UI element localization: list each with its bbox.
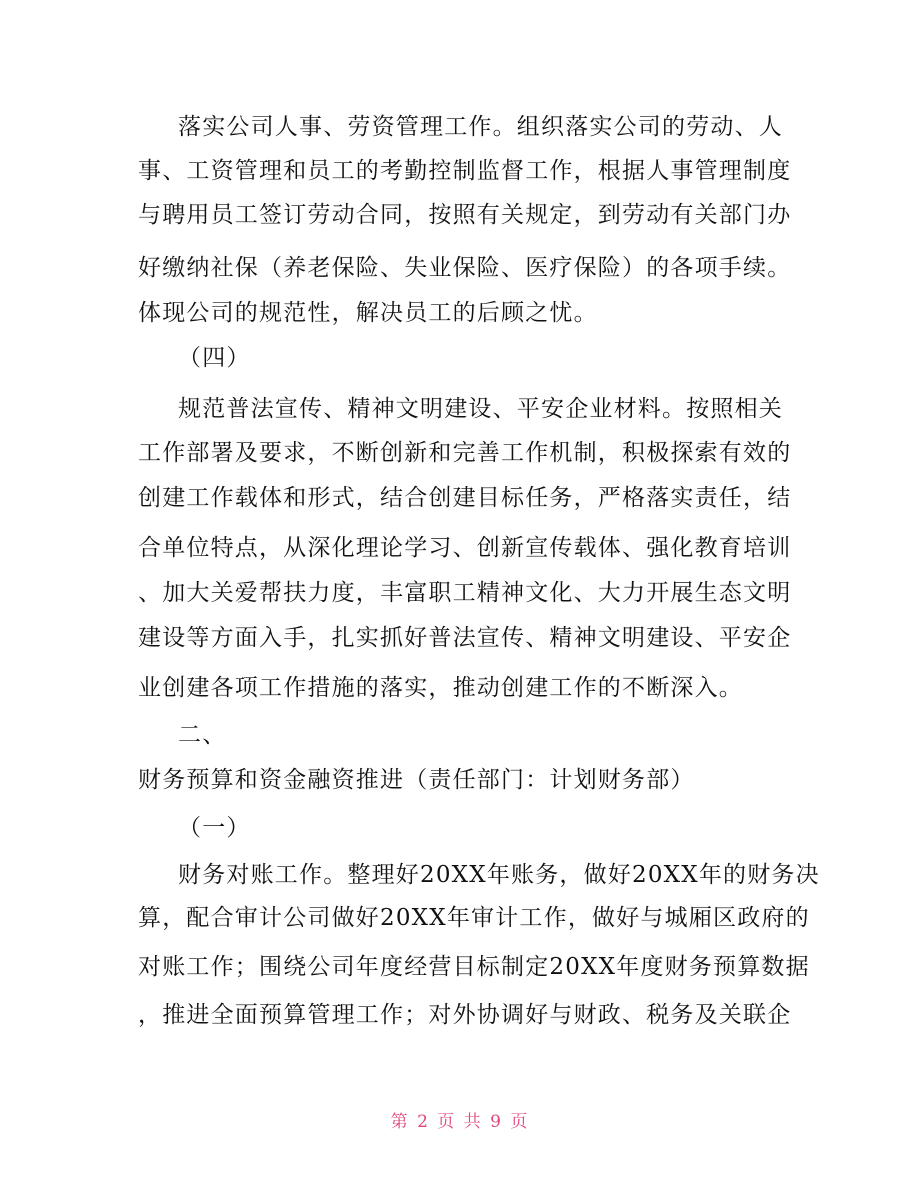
paragraph-line: 事、工资管理和员工的考勤控制监督工作，根据人事管理制度 (138, 158, 792, 184)
page-number-footer: 第 2 页 共 9 页 (390, 1112, 530, 1132)
paragraph-line: 体现公司的规范性，解决员工的后顾之忧。 (138, 300, 598, 326)
paragraph-line: 合单位特点，从深化理论学习、创新宣传载体、强化教育培训 (138, 535, 792, 561)
section-title: 财务预算和资金融资推进（责任部门：计划财务部） (138, 767, 695, 793)
section-heading: （一） (178, 815, 251, 841)
paragraph-line: 工作部署及要求，不断创新和完善工作机制，积极探索有效的 (138, 440, 792, 466)
section-number: 二、 (178, 722, 227, 748)
paragraph-line: 、加大关爱帮扶力度，丰富职工精神文化、大力开展生态文明 (138, 580, 792, 606)
paragraph-line: 创建工作载体和形式，结合创建目标任务，严格落实责任，结 (138, 485, 792, 511)
section-heading: （四） (178, 345, 251, 371)
paragraph-line: 与聘用员工签订劳动合同，按照有关规定，到劳动有关部门办 (138, 202, 792, 228)
paragraph-line: 对账工作；围绕公司年度经营目标制定20XX年度财务预算数据 (138, 954, 810, 980)
paragraph-line: 建设等方面入手，扎实抓好普法宣传、精神文明建设、平安企 (138, 625, 792, 651)
paragraph-line: 财务对账工作。整理好20XX年账务，做好20XX年的财务决 (178, 862, 820, 888)
paragraph-line: 落实公司人事、劳资管理工作。组织落实公司的劳动、人 (178, 114, 783, 140)
paragraph-line: 规范普法宣传、精神文明建设、平安企业材料。按照相关 (178, 396, 783, 422)
paragraph-line: 好缴纳社保（养老保险、失业保险、医疗保险）的各项手续。 (138, 255, 792, 281)
paragraph-line: ，推进全面预算管理工作；对外协调好与财政、税务及关联企 (138, 1002, 792, 1028)
paragraph-line: 算，配合审计公司做好20XX年审计工作，做好与城厢区政府的 (138, 905, 810, 931)
paragraph-line: 业创建各项工作措施的落实，推动创建工作的不断深入。 (138, 675, 743, 701)
